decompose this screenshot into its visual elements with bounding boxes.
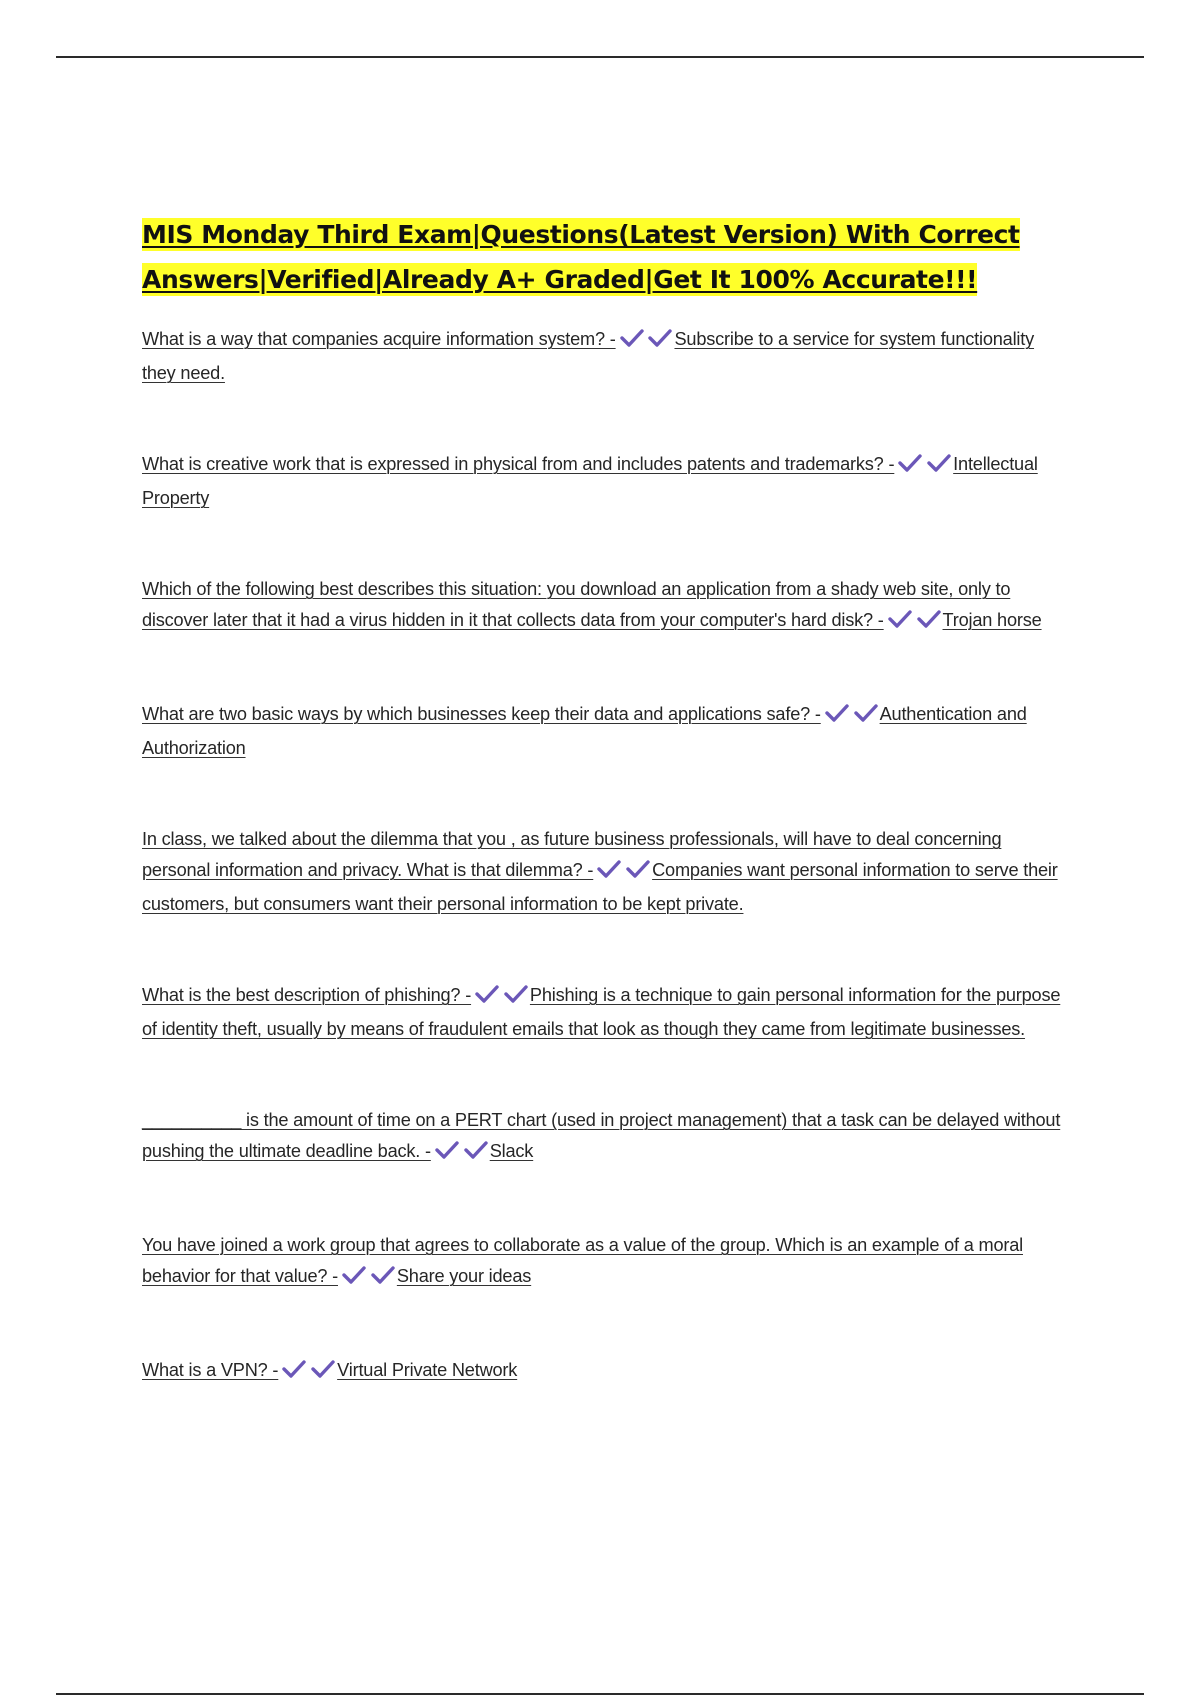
double-check-icon [825,702,878,733]
answer-text: Phishing is a technique to gain personal information for the purpose of identity theft, usually by means of fraudulent emails that look as though they came from legitimate businesses. [142,985,1061,1039]
double-check-icon [435,1139,488,1170]
question-text: What is creative work that is expressed in physical from and includes patents and trademarks? - [142,454,895,474]
qa-item [142,980,1062,1045]
qa-item [142,574,1062,639]
qa-item [142,1230,1062,1295]
answer-text: Intellectual Property [142,454,1038,508]
double-check-icon [475,983,528,1014]
document-title: MIS Monday Third Exam|Questions(Latest Version) With Correct Answers|Verified|Already A+ Graded|Get It 100% Accurate!!! [142,220,1020,294]
answer-text: Share your ideas [396,1266,532,1286]
qa-item [142,1355,1062,1389]
qa-item [142,1105,1062,1170]
question-text: What is a way that companies acquire information system? - [142,329,616,349]
answer-text: Subscribe to a service for system functionality they need. [142,329,1035,383]
answer-text: Slack [489,1141,534,1161]
answer-text: Authentication and Authorization [142,704,1027,758]
question-text: What are two basic ways by which businesses keep their data and applications safe? - [142,704,821,724]
qa-item [142,449,1062,514]
answer-text: Trojan horse [942,610,1042,630]
double-check-icon [597,858,650,889]
question-text: You have joined a work group that agrees to collaborate as a value of the group. Which is an example of a moral behavior for that value? - [142,1235,1023,1286]
double-check-icon [342,1264,395,1295]
qa-item [142,324,1062,389]
double-check-icon [888,608,941,639]
answer-text: Companies want personal information to serve their customers, but consumers want their personal information to be kept private. [142,860,1058,914]
answer-text: Virtual Private Network [337,1360,518,1380]
question-text: What is the best description of phishing? - [142,985,472,1005]
qa-item [142,699,1062,764]
document-body [142,212,1062,1389]
qa-item [142,824,1062,920]
double-check-icon [620,327,673,358]
question-text: __________ is the amount of time on a PERT chart (used in project management) that a task can be delayed without pushing the ultimate deadline back. - [142,1110,1061,1161]
question-text: In class, we talked about the dilemma that you , as future business professionals, will have to deal concerning personal information and privacy. What is that dilemma? - [142,829,1002,880]
header-rule [56,56,1144,58]
question-text: What is a VPN? - [142,1360,279,1380]
double-check-icon [282,1358,335,1389]
double-check-icon [898,452,951,483]
footer-rule [56,1693,1144,1695]
question-text: Which of the following best describes this situation: you download an application from a shady web site, only to discover later that it had a virus hidden in it that collects data from your computer's hard disk? - [142,579,1011,630]
